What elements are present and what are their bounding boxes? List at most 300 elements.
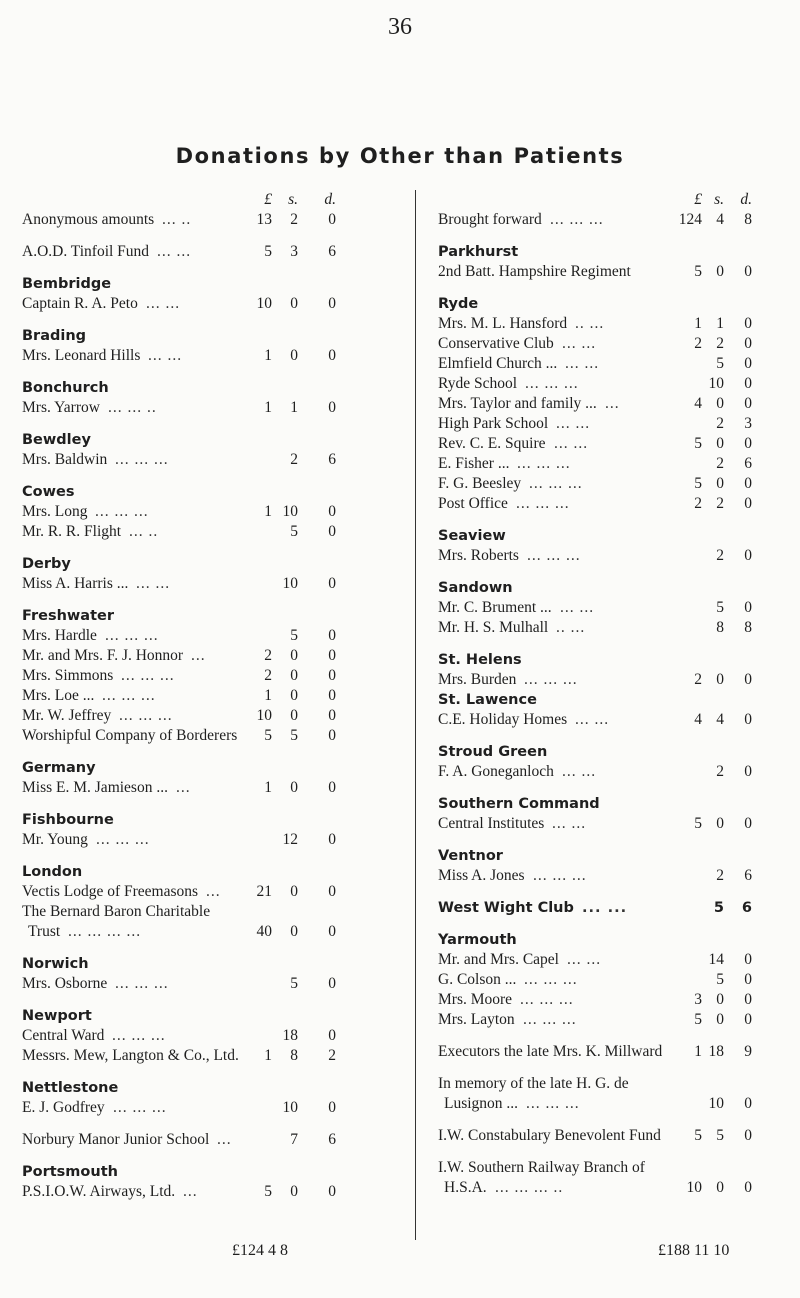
donor-name: Trust (28, 923, 61, 940)
leader-dots: ... ... (556, 415, 591, 432)
heading-label: Stroud Green (438, 744, 548, 760)
amount-shillings: 0 (716, 475, 724, 492)
donation-row (22, 706, 350, 726)
leader-dots: ... (217, 1131, 232, 1148)
donation-row (438, 866, 780, 886)
amount-pence: 9 (744, 1043, 752, 1060)
amount-shillings: 0 (290, 347, 298, 364)
heading-label: Cowes (22, 484, 75, 500)
amount-pounds: 5 (694, 475, 702, 492)
donation-row (438, 814, 780, 834)
section-heading (438, 578, 780, 598)
donor-name: Mr. and Mrs. F. J. Honnor (22, 647, 184, 664)
heading-label: St. Lawence (438, 692, 537, 708)
donation-row (22, 398, 350, 418)
leader-dots: ... ... ... (529, 475, 583, 492)
amount-pounds: 5 (694, 1011, 702, 1028)
amount-pence: 0 (328, 503, 336, 520)
donation-row (438, 710, 780, 730)
donor-name: Messrs. Mew, Langton & Co., Ltd. (22, 1047, 239, 1064)
donation-row (22, 882, 350, 902)
currency-header-left (22, 190, 350, 210)
amount-shillings: 5 (290, 627, 298, 644)
amount-shillings: 0 (716, 815, 724, 832)
donor-name: Mrs. M. L. Hansford (438, 315, 568, 332)
amount-shillings: 0 (716, 263, 724, 280)
amount-pence: 0 (328, 211, 336, 228)
donor-name: Mrs. Osborne (22, 975, 108, 992)
pence-header: d. (324, 191, 336, 208)
leader-dots: ... ... ... ... (68, 923, 142, 940)
donation-row (22, 574, 350, 594)
leader-dots: ... (183, 1183, 198, 1200)
leader-dots: ... (191, 647, 206, 664)
amount-pence: 0 (328, 727, 336, 744)
amount-shillings: 10 (282, 503, 298, 520)
donation-row (438, 762, 780, 782)
leader-dots: ... ... ... (113, 1099, 167, 1116)
amount-pence: 0 (328, 523, 336, 540)
donation-row (438, 434, 780, 454)
leader-dots: ... ... (562, 763, 597, 780)
donation-row (438, 990, 780, 1010)
amount-pounds: 21 (256, 883, 272, 900)
donation-row (22, 830, 350, 850)
donor-name: P.S.I.O.W. Airways, Ltd. (22, 1183, 176, 1200)
donor-name: C.E. Holiday Homes (438, 711, 568, 728)
amount-shillings: 10 (282, 1099, 298, 1116)
leader-dots: ... ... ... (550, 211, 604, 228)
donor-name: Executors the late Mrs. K. Millward (438, 1043, 663, 1060)
section-heading (438, 846, 780, 866)
donation-row (438, 898, 780, 918)
right-column (438, 190, 780, 1198)
donor-name: Mr. R. R. Flight (22, 523, 122, 540)
amount-pounds: 3 (694, 991, 702, 1008)
donor-name: Miss A. Harris ... (22, 575, 129, 592)
donor-name: Anonymous amounts (22, 211, 155, 228)
amount-shillings: 5 (713, 900, 724, 916)
heading-label: Portsmouth (22, 1164, 118, 1180)
donor-name: F. G. Beesley (438, 475, 522, 492)
donation-row (22, 1130, 350, 1150)
donation-row (22, 450, 350, 470)
donor-name: Miss A. Jones (438, 867, 525, 884)
donation-row (438, 1158, 780, 1178)
leader-dots: ... ... .. (108, 399, 157, 416)
amount-pounds: 1 (264, 1047, 272, 1064)
section-heading (438, 742, 780, 762)
shillings-header: s. (714, 191, 724, 208)
donation-row (438, 1042, 780, 1062)
amount-shillings: 12 (282, 831, 298, 848)
amount-pounds: 10 (686, 1179, 702, 1196)
donation-row (22, 522, 350, 542)
donation-row (438, 494, 780, 514)
amount-pence: 0 (744, 335, 752, 352)
donor-name: Mr. and Mrs. Capel (438, 951, 559, 968)
amount-shillings: 0 (716, 395, 724, 412)
donation-row (438, 210, 780, 230)
section-heading (438, 242, 780, 262)
leader-dots: ... ... (552, 815, 587, 832)
amount-pence: 0 (328, 779, 336, 796)
leader-dots: ... ... ... (525, 375, 579, 392)
leader-dots: ... ... (554, 435, 589, 452)
section-heading (22, 554, 350, 574)
amount-pence: 0 (328, 975, 336, 992)
amount-pounds: 10 (256, 707, 272, 724)
leader-dots: ... ... (148, 347, 183, 364)
amount-shillings: 8 (290, 1047, 298, 1064)
donation-row (22, 1046, 350, 1066)
amount-pence: 6 (328, 243, 336, 260)
donation-row (438, 618, 780, 638)
amount-shillings: 8 (716, 619, 724, 636)
donor-name: Mrs. Loe ... (22, 687, 95, 704)
amount-shillings: 5 (716, 971, 724, 988)
amount-shillings: 0 (716, 435, 724, 452)
donation-row (438, 1178, 780, 1198)
pence-header: d. (740, 191, 752, 208)
donation-row (438, 314, 780, 334)
donation-row (22, 294, 350, 314)
donation-row (22, 974, 350, 994)
pounds-header: £ (694, 191, 702, 208)
donor-name: Elmfield Church ... (438, 355, 558, 372)
amount-pence: 0 (328, 627, 336, 644)
donor-name: Mrs. Hardle (22, 627, 97, 644)
leader-dots: ... ... ... (520, 991, 574, 1008)
donor-name: In memory of the late H. G. de (438, 1075, 629, 1092)
amount-pence: 0 (744, 991, 752, 1008)
amount-pounds: 10 (256, 295, 272, 312)
amount-shillings: 2 (716, 867, 724, 884)
leader-dots: .. ... (575, 315, 605, 332)
heading-label: Brading (22, 328, 87, 344)
section-heading (22, 758, 350, 778)
leader-dots: ... ... (575, 711, 610, 728)
donor-name: Mr. C. Brument ... (438, 599, 552, 616)
heading-label: Yarmouth (438, 932, 517, 948)
amount-pounds: 124 (678, 211, 702, 228)
amount-pence: 0 (744, 815, 752, 832)
amount-shillings: 0 (290, 779, 298, 796)
amount-pence: 6 (741, 900, 752, 916)
amount-shillings: 0 (290, 667, 298, 684)
amount-pence: 0 (328, 1183, 336, 1200)
amount-pence: 0 (744, 1127, 752, 1144)
amount-pence: 0 (744, 1095, 752, 1112)
donation-row (438, 474, 780, 494)
section-heading (438, 650, 780, 670)
leader-dots: ... ... ... (102, 687, 156, 704)
amount-shillings: 0 (290, 707, 298, 724)
amount-shillings: 2 (716, 763, 724, 780)
amount-pence: 8 (744, 619, 752, 636)
leader-dots: ... ... ... (115, 451, 169, 468)
donor-name: Mrs. Burden (438, 671, 517, 688)
donor-name: Captain R. A. Peto (22, 295, 138, 312)
amount-pence: 0 (744, 315, 752, 332)
leader-dots: ... ... ... .. (495, 1179, 564, 1196)
donor-name: Mrs. Taylor and family ... (438, 395, 597, 412)
section-heading (438, 930, 780, 950)
leader-dots: ... ... ... (96, 831, 150, 848)
heading-label: Ventnor (438, 848, 503, 864)
amount-pence: 0 (328, 883, 336, 900)
leader-dots: ... ... (136, 575, 171, 592)
amount-shillings: 0 (290, 687, 298, 704)
donor-name: F. A. Goneganloch (438, 763, 554, 780)
amount-pounds: 4 (694, 395, 702, 412)
amount-pounds: 40 (256, 923, 272, 940)
amount-shillings: 0 (716, 991, 724, 1008)
donor-name: Ryde School (438, 375, 518, 392)
amount-pence: 0 (328, 667, 336, 684)
page-number: 36 (388, 14, 412, 40)
amount-pounds: 5 (694, 1127, 702, 1144)
amount-pounds: 1 (264, 687, 272, 704)
donation-row (438, 1094, 780, 1114)
amount-shillings: 0 (290, 295, 298, 312)
donor-name: Mrs. Layton (438, 1011, 515, 1028)
amount-pounds: 5 (264, 243, 272, 260)
donor-name: Lusignon ... (444, 1095, 519, 1112)
donation-row (22, 1182, 350, 1202)
amount-pounds: 1 (694, 1043, 702, 1060)
leader-dots: ... ... ... (121, 667, 175, 684)
donation-row (22, 922, 350, 942)
amount-shillings: 10 (282, 575, 298, 592)
shillings-header: s. (288, 191, 298, 208)
donor-name: Vectis Lodge of Freemasons (22, 883, 199, 900)
donation-row (438, 1010, 780, 1030)
amount-pence: 0 (328, 831, 336, 848)
leader-dots: ... ... ... (533, 867, 587, 884)
right-total-amount: £188 11 10 (658, 1242, 730, 1259)
amount-pence: 0 (328, 347, 336, 364)
donor-name: E. J. Godfrey (22, 1099, 105, 1116)
leader-dots: ... ... ... (119, 707, 173, 724)
heading-label: Derby (22, 556, 71, 572)
donation-row (22, 726, 350, 746)
donor-name: Mrs. Leonard Hills (22, 347, 141, 364)
donation-row (438, 374, 780, 394)
amount-pounds: 4 (694, 711, 702, 728)
leader-dots: ... ... ... (524, 671, 578, 688)
section-heading (22, 1162, 350, 1182)
leader-dots: ... ... ... (517, 455, 571, 472)
left-column (22, 190, 350, 1202)
heading-label: Southern Command (438, 796, 600, 812)
donor-name: Mr. Young (22, 831, 88, 848)
amount-pence: 3 (744, 415, 752, 432)
amount-pence: 0 (744, 375, 752, 392)
amount-pounds: 2 (264, 647, 272, 664)
leader-dots: ... ... ... (523, 1011, 577, 1028)
leader-dots: .. ... (556, 619, 586, 636)
amount-shillings: 5 (716, 599, 724, 616)
amount-pence: 0 (744, 951, 752, 968)
pounds-header: £ (264, 191, 272, 208)
donor-name: Mrs. Baldwin (22, 451, 108, 468)
heading-label: Newport (22, 1008, 92, 1024)
amount-shillings: 1 (290, 399, 298, 416)
section-heading (22, 810, 350, 830)
amount-shillings: 18 (708, 1043, 724, 1060)
heading-label: Nettlestone (22, 1080, 119, 1096)
leader-dots: ... (176, 779, 191, 796)
leader-dots: ... ... (582, 900, 628, 916)
amount-shillings: 2 (716, 335, 724, 352)
donation-row (438, 1074, 780, 1094)
amount-pence: 0 (744, 599, 752, 616)
donor-name: The Bernard Baron Charitable (22, 903, 211, 920)
donor-name: Mr. W. Jeffrey (22, 707, 112, 724)
leader-dots: ... ... (146, 295, 181, 312)
amount-pence: 0 (744, 671, 752, 688)
left-total-amount: £124 4 8 (232, 1242, 288, 1259)
donation-row (22, 626, 350, 646)
amount-pounds: 1 (264, 399, 272, 416)
section-heading (22, 606, 350, 626)
amount-shillings: 2 (716, 455, 724, 472)
amount-shillings: 1 (716, 315, 724, 332)
amount-pounds: 5 (694, 263, 702, 280)
heading-label: Parkhurst (438, 244, 519, 260)
donor-name: Norbury Manor Junior School (22, 1131, 210, 1148)
heading-label: Seaview (438, 528, 506, 544)
heading-label: Sandown (438, 580, 513, 596)
amount-pounds: 5 (264, 1183, 272, 1200)
amount-pounds: 1 (694, 315, 702, 332)
donation-row (438, 970, 780, 990)
amount-shillings: 2 (716, 547, 724, 564)
amount-pounds: 13 (256, 211, 272, 228)
leader-dots: ... .. (162, 211, 192, 228)
donor-name: Central Ward (22, 1027, 105, 1044)
donor-name: I.W. Constabulary Benevolent Fund (438, 1127, 661, 1144)
donor-name: High Park School (438, 415, 549, 432)
leader-dots: ... ... (560, 599, 595, 616)
donation-row (438, 546, 780, 566)
amount-shillings: 5 (716, 1127, 724, 1144)
donation-row (438, 670, 780, 690)
amount-pence: 0 (328, 295, 336, 312)
amount-shillings: 0 (290, 883, 298, 900)
section-heading (22, 1078, 350, 1098)
section-heading (22, 482, 350, 502)
amount-shillings: 2 (290, 211, 298, 228)
donation-row (438, 598, 780, 618)
section-heading (22, 378, 350, 398)
amount-pounds: 2 (694, 335, 702, 352)
donor-name: Mrs. Roberts (438, 547, 519, 564)
leader-dots: ... ... (567, 951, 602, 968)
amount-pounds: 2 (694, 495, 702, 512)
amount-shillings: 10 (708, 1095, 724, 1112)
donor-name: A.O.D. Tinfoil Fund (22, 243, 150, 260)
donor-name: Miss E. M. Jamieson ... (22, 779, 168, 796)
amount-pounds: 2 (694, 671, 702, 688)
donation-row (22, 210, 350, 230)
leader-dots: ... ... ... (527, 547, 581, 564)
amount-pounds: 5 (694, 435, 702, 452)
amount-pence: 6 (744, 455, 752, 472)
donation-row (22, 902, 350, 922)
section-heading (22, 1006, 350, 1026)
donor-name: Mrs. Long (22, 503, 88, 520)
amount-pence: 0 (744, 435, 752, 452)
amount-shillings: 0 (290, 1183, 298, 1200)
donation-row (22, 686, 350, 706)
donor-name: Rev. C. E. Squire (438, 435, 546, 452)
heading-label: Bonchurch (22, 380, 109, 396)
amount-shillings: 7 (290, 1131, 298, 1148)
section-heading (22, 430, 350, 450)
section-heading (438, 526, 780, 546)
donation-row (22, 502, 350, 522)
amount-pence: 0 (744, 395, 752, 412)
donation-row (438, 1126, 780, 1146)
amount-shillings: 0 (716, 1011, 724, 1028)
leader-dots: ... ... ... (524, 971, 578, 988)
amount-shillings: 0 (290, 647, 298, 664)
amount-shillings: 0 (290, 923, 298, 940)
section-heading (22, 326, 350, 346)
amount-pence: 0 (328, 399, 336, 416)
amount-pence: 0 (744, 763, 752, 780)
amount-pounds: 1 (264, 503, 272, 520)
amount-pence: 0 (744, 711, 752, 728)
donor-name: Central Institutes (438, 815, 545, 832)
amount-pence: 0 (744, 1011, 752, 1028)
section-heading (22, 862, 350, 882)
amount-pence: 2 (328, 1047, 336, 1064)
donor-name: Brought forward (438, 211, 542, 228)
amount-pence: 0 (744, 1179, 752, 1196)
amount-shillings: 18 (282, 1027, 298, 1044)
amount-pence: 6 (328, 1131, 336, 1148)
donor-name: I.W. Southern Railway Branch of (438, 1159, 645, 1176)
amount-pence: 0 (744, 971, 752, 988)
leader-dots: ... ... ... (115, 975, 169, 992)
donation-row (22, 1026, 350, 1046)
amount-pounds: 5 (694, 815, 702, 832)
currency-header-right (438, 190, 780, 210)
leader-dots: ... ... (565, 355, 600, 372)
donation-row (22, 778, 350, 798)
amount-pence: 8 (744, 211, 752, 228)
donor-name: Mr. H. S. Mulhall (438, 619, 549, 636)
amount-pence: 0 (328, 647, 336, 664)
amount-pounds: 1 (264, 779, 272, 796)
donor-name: E. Fisher ... (438, 455, 510, 472)
heading-label: London (22, 864, 83, 880)
amount-pence: 0 (744, 355, 752, 372)
amount-shillings: 0 (716, 1179, 724, 1196)
section-heading (438, 690, 780, 710)
donation-row (438, 262, 780, 282)
leader-dots: ... ... (562, 335, 597, 352)
donor-name: Worshipful Company of Borderers (22, 727, 238, 744)
amount-pence: 0 (328, 707, 336, 724)
leader-dots: ... (605, 395, 620, 412)
heading-label: Norwich (22, 956, 89, 972)
heading-label: St. Helens (438, 652, 522, 668)
amount-pounds: 5 (264, 727, 272, 744)
